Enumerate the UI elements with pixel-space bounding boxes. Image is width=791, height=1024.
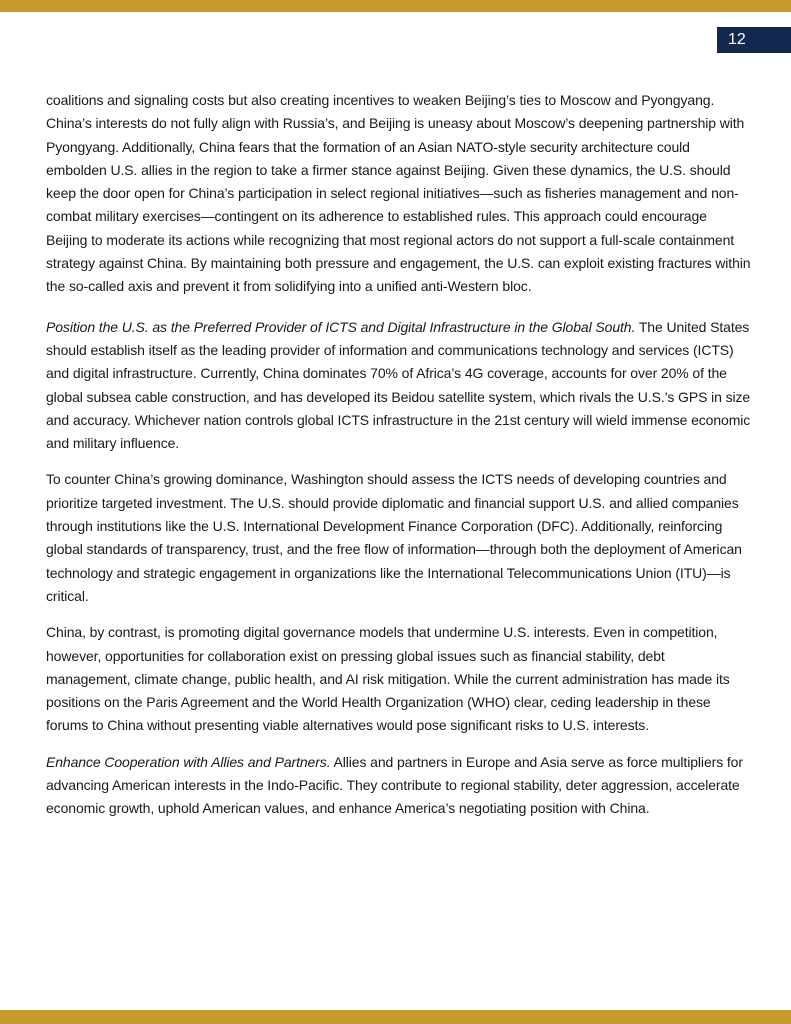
paragraph — [46, 751, 751, 821]
paragraph — [46, 468, 751, 608]
paragraph-text: coalitions and signaling costs but also creating incentives to weaken Beijing’s ties to Moscow and Pyongyang. China’s interests do not fully align with Russia’s, and Beijing is uneasy about Moscow’s deepening partnership with Pyongyang. Additionally, China fears that the formation of an Asian NATO-style security architecture could embolden U.S. allies in the region to take a firmer stance against Beijing. Given these dynamics, the U.S. should keep the door open for China’s participation in select regional initiatives—such as fisheries management and non-combat military exercises—contingent on its adherence to established rules. This approach could encourage Beijing to moderate its actions while recognizing that most regional actors do not support a full-scale containment strategy against China. By maintaining both pressure and engagement, the U.S. can exploit existing fractures within the so-called axis and prevent it from solidifying into a unified anti-Western bloc. — [46, 92, 751, 295]
paragraph-text: China, by contrast, is promoting digital governance models that undermine U.S. interests. Even in competition, however, opportunities for collaboration exist on pressing global issues such as financial stability, debt management, climate change, public health, and AI risk mitigation. While the current administration has made its positions on the Paris Agreement and the World Health Organization (WHO) clear, ceding leadership in these forums to China without presenting viable alternatives would pose significant risks to U.S. interests. — [46, 624, 730, 734]
paragraph-text: To counter China’s growing dominance, Washington should assess the ICTS needs of developing countries and prioritize targeted investment. The U.S. should provide diplomatic and financial support U.S. and allied companies through institutions like the U.S. International Development Finance Corporation (DFC). Additionally, reinforcing global standards of transparency, trust, and the free flow of information—through both the deployment of American technology and strategic engagement in organizations like the International Telecommunications Union (ITU)—is critical. — [46, 471, 742, 604]
paragraph — [46, 89, 751, 299]
paragraph — [46, 316, 751, 456]
paragraph-heading: Enhance Cooperation with Allies and Partners. — [46, 753, 331, 770]
paragraph-text: The United States should establish itself as the leading provider of information and communications technology and services (ICTS) and digital infrastructure. Currently, China dominates 70% of Africa’s 4G coverage, accounts for over 20% of the global subsea cable construction, and has developed its Beidou satellite system, which rivals the U.S.’s GPS in size and accuracy. Whichever nation controls global ICTS infrastructure in the 21st century will wield immense economic and military influence. — [46, 318, 751, 452]
paragraph-heading: Position the U.S. as the Preferred Provider of ICTS and Digital Infrastructure in the Global South. — [46, 318, 636, 335]
top-accent-bar — [0, 0, 791, 12]
page-number: 12 — [717, 27, 791, 53]
paragraph — [46, 621, 751, 737]
bottom-accent-bar — [0, 1010, 791, 1024]
paragraph-text: Allies and partners in Europe and Asia serve as force multipliers for advancing American interests in the Indo-Pacific. They contribute to regional stability, deter aggression, accelerate economic growth, uphold American values, and enhance America’s negotiating position with China. — [46, 753, 743, 817]
body-text — [46, 89, 751, 834]
